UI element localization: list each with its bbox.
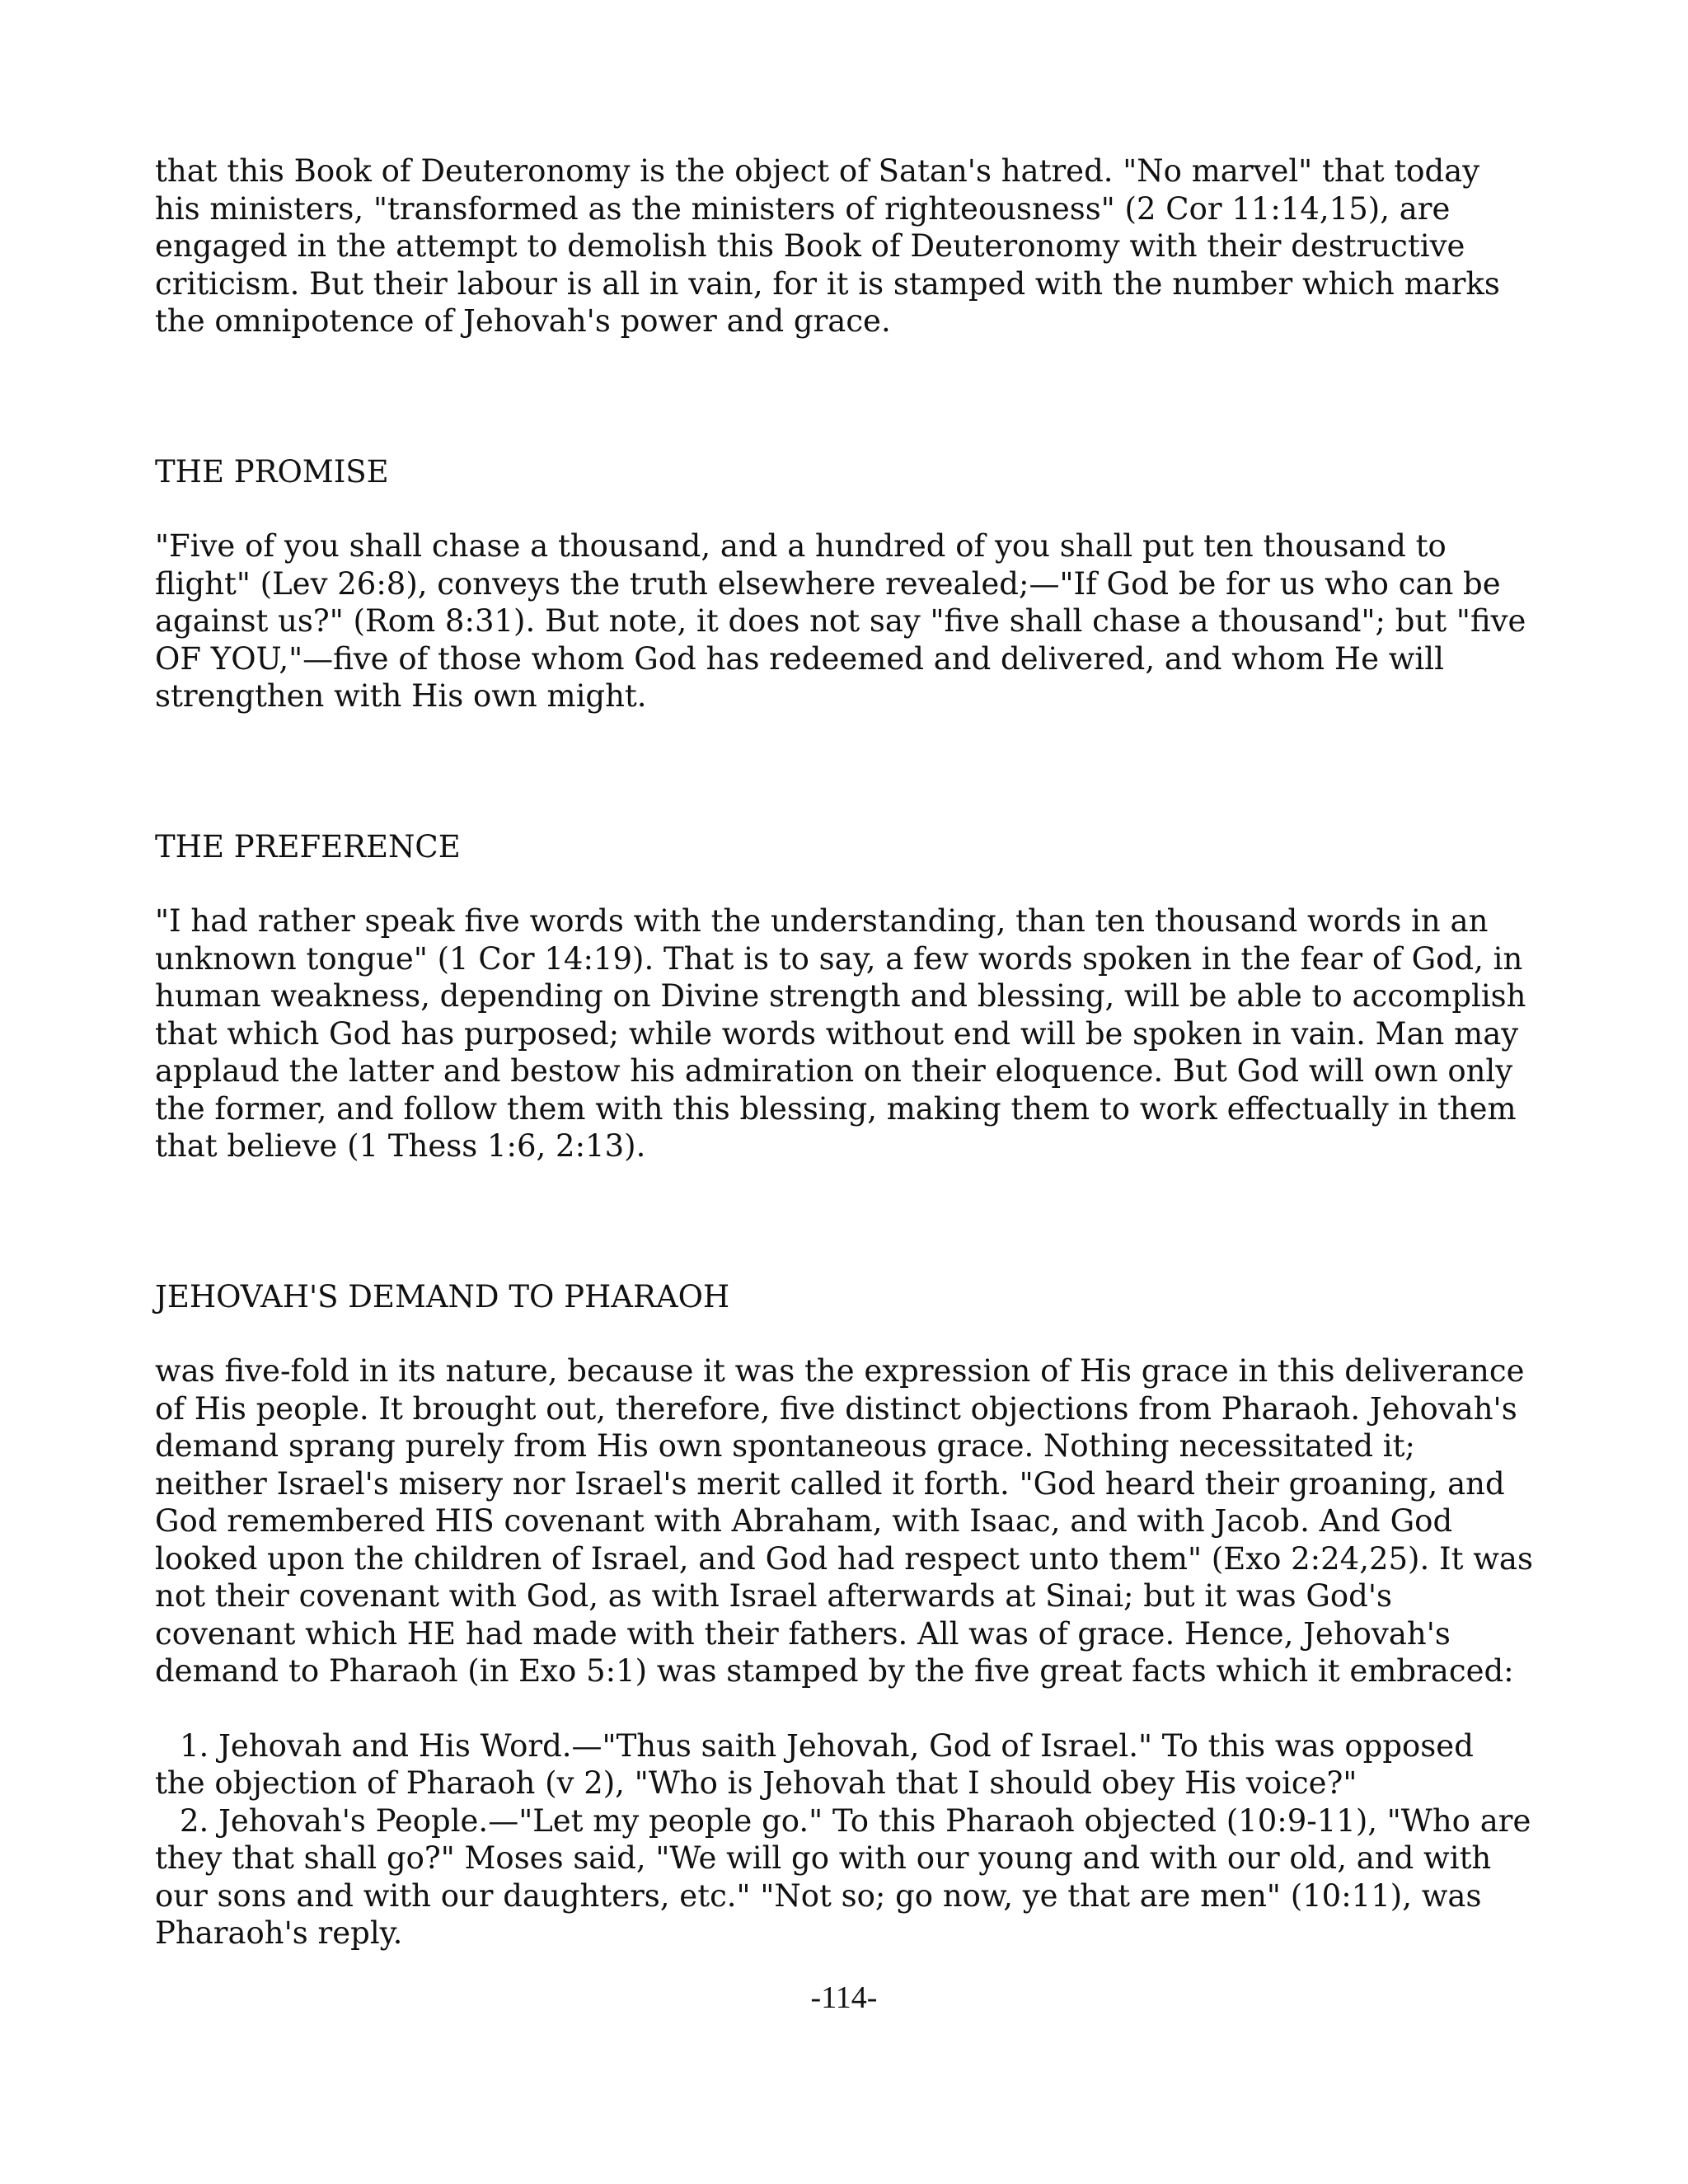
page-content [155, 152, 1533, 1952]
promise-paragraph: "Five of you shall chase a thousand, and a hundred of you shall put ten thousand to flight" (Lev 26:8), conveys the truth elsewhere revealed;—"If God be for us who can be against us?" (Rom 8:31). But note, it does not say "five shall chase a thousand"; but "five OF YOU,"—five of those whom God has redeemed and delivered, and whom He will strengthen with His own might. [155, 528, 1526, 714]
demand-paragraph: was five-fold in its nature, because it was the expression of His grace in this deliverance of His people. It brought out, therefore, five distinct objections from Pharaoh. Jehovah's demand sprang purely from His own spontaneous grace. Nothing necessitated it; neither Israel's misery nor Israel's merit called it forth. "God heard their groaning, and God remembered HIS covenant with Abraham, with Isaac, and with Jacob. And God looked upon the children of Israel, and God had respect unto them" (Exo 2:24,25). It was not their covenant with God, as with Israel afterwards at Sinai; but it was God's covenant which HE had made with their fathers. All was of grace. Hence, Jehovah's demand to Pharaoh (in Exo 5:1) was stamped by the five great facts which it embraced: [155, 1353, 1533, 1689]
opening-paragraph: that this Book of Deuteronomy is the object of Satan's hatred. "No marvel" that today his ministers, "transformed as the ministers of righteousness" (2 Cor 11:14,15), are engaged in the attempt to demolish this Book of Deuteronomy with their destructive criticism. But their labour is all in vain, for it is stamped with the number which marks the omnipotence of Jehovah's power and grace. [155, 153, 1500, 339]
preference-paragraph: "I had rather speak five words with the understanding, than ten thousand words in an unknown tongue" (1 Cor 14:19). That is to say, a few words spoken in the fear of God, in human weakness, depending on Divine strength and blessing, will be able to accomplish that which God has purposed; while words without end will be spoken in vain. Man may applaud the latter and bestow his admiration on their eloquence. But God will own only the former, and follow them with this blessing, making them to work effectually in them that believe (1 Thess 1:6, 2:13). [155, 903, 1526, 1164]
list-item: 2. Jehovah's People.—"Let my people go." To this Pharaoh objected (10:9-11), "Who are they that shall go?" Moses said, "We will go with our young and with our old, and with our sons and with our daughters, etc." "Not so; go now, ye that are men" (10:11), was Pharaoh's reply. [155, 1802, 1531, 1951]
section-heading-preference: THE PREFERENCE [155, 828, 461, 865]
numbered-list [155, 1727, 1533, 1952]
list-item: 1. Jehovah and His Word.—"Thus saith Jehovah, God of Israel." To this was opposed the objection of Pharaoh (v 2), "Who is Jehovah that I should obey His voice?" [155, 1727, 1474, 1801]
section-heading-promise: THE PROMISE [155, 453, 389, 490]
section-heading-demand: JEHOVAH'S DEMAND TO PHARAOH [155, 1278, 730, 1315]
page-number: -114- [810, 1980, 878, 2015]
